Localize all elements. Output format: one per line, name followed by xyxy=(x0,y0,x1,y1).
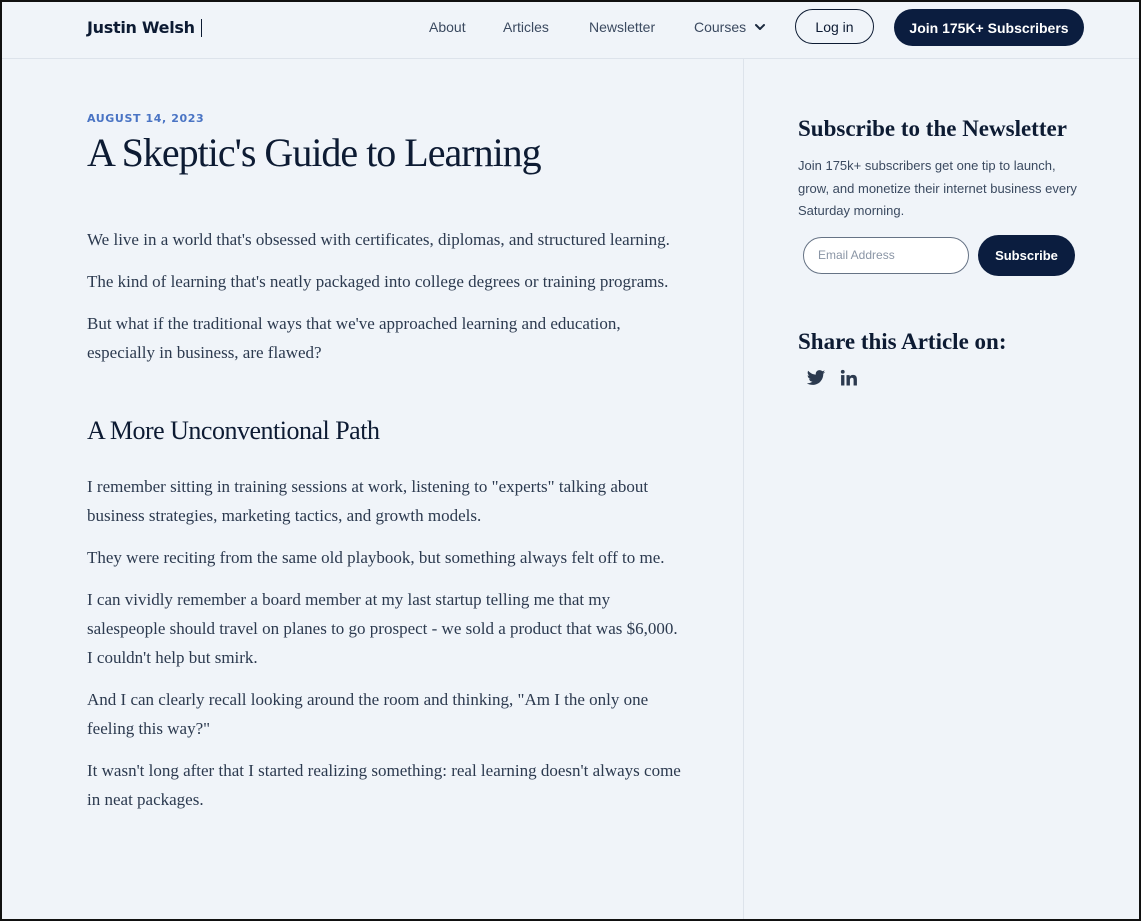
subscribe-form xyxy=(803,235,1088,276)
email-input[interactable] xyxy=(803,237,969,274)
article xyxy=(87,102,687,827)
article-paragraph: I remember sitting in training sessions at work, listening to "experts" talking about business strategies, marketing tactics, and growth models. xyxy=(87,477,649,525)
article-paragraph: It wasn't long after that I started realizing something: real learning doesn't always come in neat packages. xyxy=(87,761,681,809)
share-linkedin-link[interactable] xyxy=(839,368,859,388)
nav-courses-label: Courses xyxy=(694,19,747,35)
share-twitter-link[interactable] xyxy=(806,368,826,388)
column-divider xyxy=(743,59,744,919)
chevron-down-icon xyxy=(754,21,766,33)
sidebar xyxy=(798,115,1088,388)
share-title: Share this Article on: xyxy=(798,328,1007,354)
twitter-icon xyxy=(806,368,826,388)
subscribe-button[interactable]: Subscribe xyxy=(978,235,1075,276)
join-subscribers-button[interactable]: Join 175K+ Subscribers xyxy=(894,9,1084,46)
article-date: AUGUST 14, 2023 xyxy=(87,112,205,125)
article-paragraph: I can vividly remember a board member at my last startup telling me that my salespeople should travel on planes to go prospect - we sold a product that was $6,000. I couldn't help but smirk. xyxy=(87,590,678,667)
site-header xyxy=(2,2,1139,59)
nav-courses[interactable] xyxy=(694,19,766,35)
article-paragraph: They were reciting from the same old playbook, but something always felt off to me. xyxy=(87,548,665,567)
nav-newsletter[interactable]: Newsletter xyxy=(589,19,656,35)
login-button[interactable]: Log in xyxy=(795,9,874,44)
newsletter-title: Subscribe to the Newsletter xyxy=(798,116,1067,141)
nav-articles[interactable]: Articles xyxy=(503,19,549,35)
article-paragraph: But what if the traditional ways that we've approached learning and education, especially in business, are flawed? xyxy=(87,314,621,362)
section-heading: A More Unconventional Path xyxy=(87,416,380,445)
article-title: A Skeptic's Guide to Learning xyxy=(87,130,541,175)
share-links xyxy=(806,368,1088,388)
article-paragraph: And I can clearly recall looking around the room and thinking, "Am I the only one feeling this way?" xyxy=(87,690,649,738)
newsletter-description: Join 175k+ subscribers get one tip to launch, grow, and monetize their internet business every Saturday morning. xyxy=(798,158,1077,218)
site-logo[interactable]: Justin Welsh xyxy=(87,19,202,37)
article-paragraph: The kind of learning that's neatly packaged into college degrees or training programs. xyxy=(87,272,669,291)
nav-about[interactable]: About xyxy=(429,19,466,35)
linkedin-icon xyxy=(839,368,859,388)
article-paragraph: We live in a world that's obsessed with certificates, diplomas, and structured learning. xyxy=(87,230,670,249)
